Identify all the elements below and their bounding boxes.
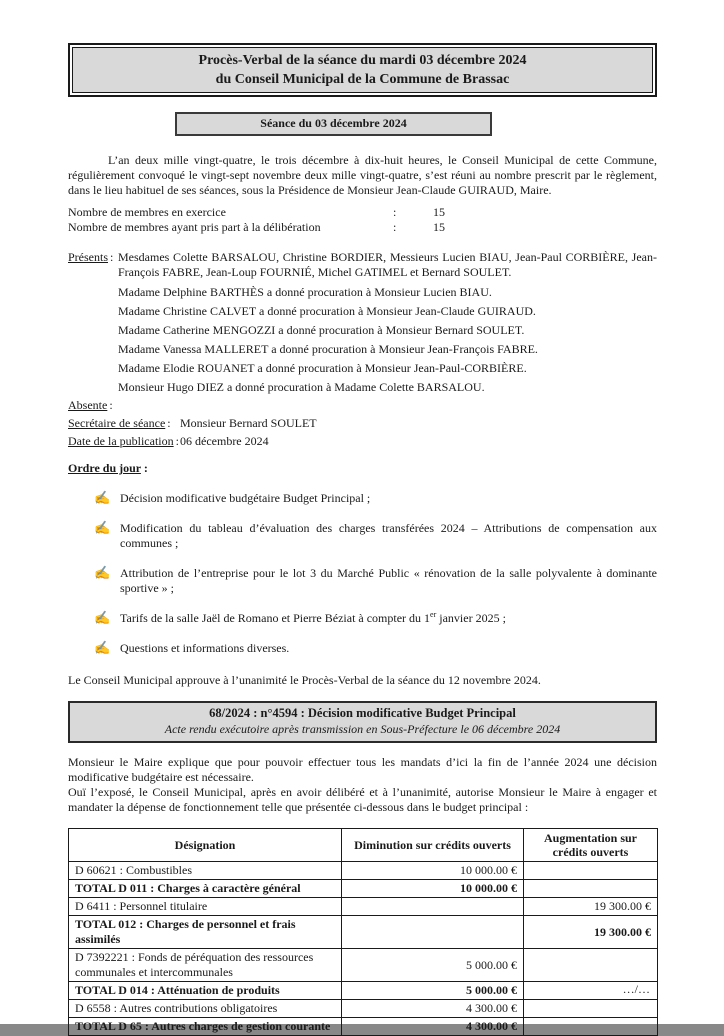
session-banner: Séance du 03 décembre 2024: [175, 112, 492, 136]
absent-label: Absente: [68, 398, 108, 412]
table-row: D 6411 : Personnel titulaire 19 300.00 €: [69, 898, 658, 916]
agenda-item: [68, 521, 657, 551]
deliberation-subtitle: Acte rendu exécutoire après transmission en Sous-Préfecture le 06 décembre 2024: [164, 722, 561, 736]
document-title-line2: du Conseil Municipal de la Commune de Brassac: [215, 72, 510, 87]
member-counts-block: [68, 205, 657, 235]
secretary-row: Secrétaire de séance : Monsieur Bernard SOULET: [68, 416, 317, 430]
procuration-line: Madame Catherine MENGOZZI a donné procuration à Monsieur Bernard SOULET.: [118, 323, 525, 337]
agenda-item-text: Décision modificative budgétaire Budget Principal ;: [120, 491, 371, 505]
secretary-label: Secrétaire de séance: [68, 416, 166, 430]
procuration-line: Madame Delphine BARTHÈS a donné procuration à Monsieur Lucien BIAU.: [118, 285, 492, 299]
agenda-item: [68, 491, 657, 506]
agenda-item: [68, 566, 657, 596]
secretary-value: Monsieur Bernard SOULET: [180, 416, 317, 430]
agenda-item-text: Attribution de l’entreprise pour le lot 3 du Marché Public « rénovation de la salle polyvalente à dominante sportive » ;: [120, 566, 657, 595]
publication-date-label: Date de la publication: [68, 434, 174, 448]
intro-paragraph: L’an deux mille vingt-quatre, le trois décembre à dix-huit heures, le Conseil Municipal de cette Commune, régulièrement convoqué le vingt-sept novembre deux mille vingt-quatre, s’est réuni au nombre prescrit par le règlement, dans le lieu habituel de ses séances, sous la Présidence de Monsieur Jean-Claude GUIRAUD, Maire.: [68, 153, 657, 197]
column-header-augmentation: Augmentation sur crédits ouverts: [524, 829, 658, 862]
members-in-office-row: [68, 205, 657, 220]
table-total-row: TOTAL D 014 : Atténuation de produits 5 000.00 €: [69, 982, 658, 1000]
hand-writing-bullet-icon: ✍: [94, 640, 111, 655]
members-in-office-value: 15: [433, 205, 445, 219]
members-in-office-label: Nombre de membres en exercice: [68, 205, 226, 219]
members-in-office-separator: :: [393, 205, 397, 219]
document-title: [72, 47, 653, 93]
table-header-row: [69, 829, 658, 862]
publication-date-row: Date de la publication :06 décembre 2024: [68, 434, 269, 448]
hand-writing-bullet-icon: ✍: [94, 490, 111, 505]
agenda-item: [68, 611, 657, 626]
publication-date-value: 06 décembre 2024: [180, 434, 269, 448]
procuration-line: Monsieur Hugo DIEZ a donné procuration à Madame Colette BARSALOU.: [118, 380, 485, 394]
members-deliberating-value: 15: [433, 220, 445, 234]
members-deliberating-separator: :: [393, 220, 397, 234]
agenda-item-text: Tarifs de la salle Jaël de Romano et Pierre Béziat à compter du 1er janvier 2025 ;: [120, 610, 506, 625]
hand-writing-bullet-icon: ✍: [94, 565, 111, 580]
table-row: D 6558 : Autres contributions obligatoires 4 300.00 €: [69, 1000, 658, 1018]
agenda-item-text: Questions et informations diverses.: [120, 641, 290, 655]
document-title-line1: Procès-Verbal de la séance du mardi 03 décembre 2024: [198, 53, 527, 68]
table-row: D 60621 : Combustibles 10 000.00 €: [69, 862, 658, 880]
page-continuation-mark: …/…: [622, 982, 650, 996]
budget-modification-table: [68, 828, 658, 1036]
agenda-item-text: Modification du tableau d’évaluation des charges transférées 2024 – Attributions de compensation aux communes ;: [120, 521, 657, 550]
presents-row: [68, 250, 657, 280]
deliberation-title: 68/2024 : n°4594 : Décision modificative Budget Principal: [209, 706, 516, 720]
column-header-diminution: Diminution sur crédits ouverts: [342, 829, 524, 862]
absent-row: Absente :: [68, 398, 113, 412]
table-row: D 7392221 : Fonds de péréquation des ressources communales et intercommunales 5 000.00 €: [69, 949, 658, 982]
table-total-row: TOTAL 012 : Charges de personnel et frais assimilés 19 300.00 €: [69, 916, 658, 949]
column-header-designation: Désignation: [69, 829, 342, 862]
previous-minutes-approval: Le Conseil Municipal approuve à l’unanimité le Procès-Verbal de la séance du 12 novembre 2024.: [68, 673, 541, 687]
document-title-box: [68, 43, 657, 97]
members-deliberating-row: [68, 220, 657, 235]
procuration-line: Madame Christine CALVET a donné procuration à Monsieur Jean-Claude GUIRAUD.: [118, 304, 536, 318]
procuration-line: Madame Elodie ROUANET a donné procuration à Monsieur Jean-Paul-CORBIÈRE.: [118, 361, 527, 375]
procuration-line: Madame Vanessa MALLERET a donné procuration à Monsieur Jean-François FABRE.: [118, 342, 538, 356]
members-deliberating-label: Nombre de membres ayant pris part à la délibération: [68, 220, 321, 234]
table-total-row: TOTAL D 65 : Autres charges de gestion courante 4 300.00 €: [69, 1018, 658, 1036]
presence-block: [68, 250, 657, 448]
deliberation-paragraph-1: Monsieur le Maire explique que pour pouvoir effectuer tous les mandats d’ici la fin de l’année 2024 une décision modificative budgétaire est nécessaire.: [68, 755, 657, 784]
presents-names: Mesdames Colette BARSALOU, Christine BORDIER, Messieurs Lucien BIAU, Jean-Paul CORBIÈRE, Jean-François FABRE, Jean-Loup FOURNIÉ, Michel GATIMEL et Bernard SOULET.: [118, 250, 657, 279]
agenda-item: [68, 641, 657, 656]
presents-label: Présents :: [68, 250, 114, 264]
deliberation-paragraph-2: Ouï l’exposé, le Conseil Municipal, après en avoir délibéré et à l’unanimité, autorise Monsieur le Maire à engager et mandater la dépense de fonctionnement telle que présentée ci-dessous dans le budget principal :: [68, 785, 657, 814]
agenda-heading: Ordre du jour :: [68, 461, 148, 475]
hand-writing-bullet-icon: ✍: [94, 520, 111, 535]
hand-writing-bullet-icon: ✍: [94, 610, 111, 625]
deliberation-banner: [68, 701, 657, 743]
table-total-row: TOTAL D 011 : Charges à caractère général 10 000.00 €: [69, 880, 658, 898]
